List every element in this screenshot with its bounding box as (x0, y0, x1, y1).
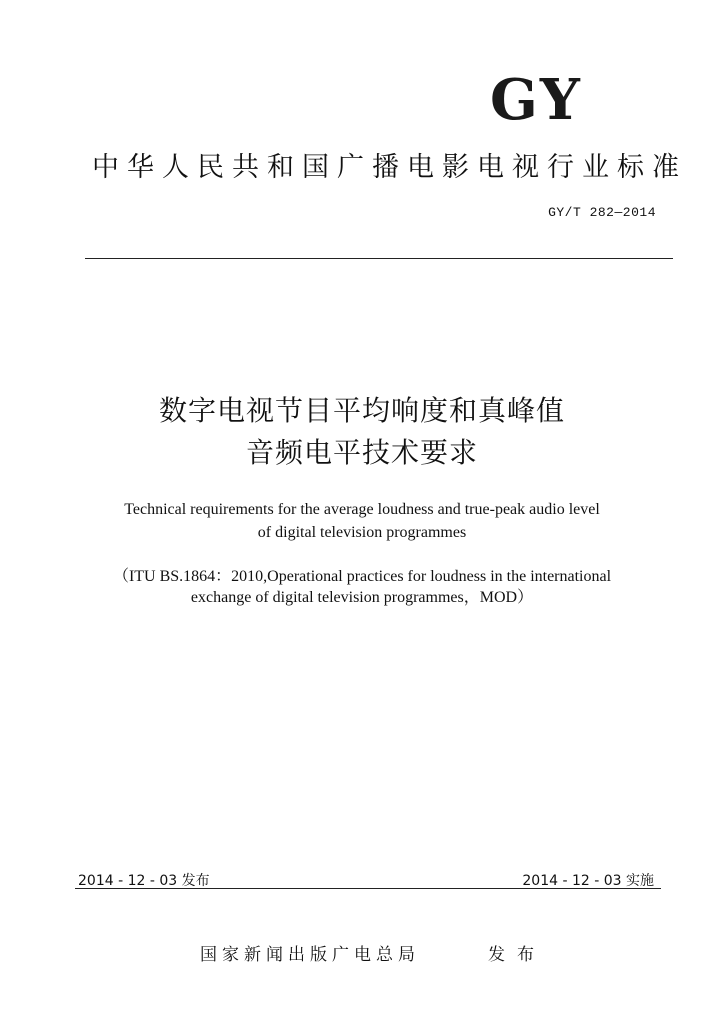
english-title (60, 498, 664, 544)
standard-name: 中华人民共和国广播电影电视行业标准 (92, 152, 687, 183)
chinese-title-line-2: 音频电平技术要求 (245, 436, 478, 469)
issue-label: 发布 (488, 945, 546, 965)
reference-line-1: （ITU BS.1864：2010,Operational practices for loudness in the international (112, 568, 612, 585)
chinese-title (0, 390, 724, 474)
top-divider (85, 258, 673, 259)
english-title-line-2: of digital television programmes (257, 524, 467, 541)
chinese-title-line-1: 数字电视节目平均响度和真峰值 (158, 394, 565, 427)
reference-standard (60, 566, 664, 608)
issuing-authority: 国家新闻出版广电总局 (200, 945, 420, 965)
english-title-line-1: Technical requirements for the average loudness and true-peak audio level (124, 501, 600, 518)
bottom-divider (75, 888, 661, 889)
reference-line-2: exchange of digital television programmes，MOD） (190, 589, 534, 606)
effective-date: 2014 - 12 - 03 实施 (522, 873, 654, 889)
standard-code: GY/T 282—2014 (548, 205, 656, 220)
release-date: 2014 - 12 - 03 发布 (78, 873, 210, 889)
gy-logo: GY (490, 67, 582, 133)
